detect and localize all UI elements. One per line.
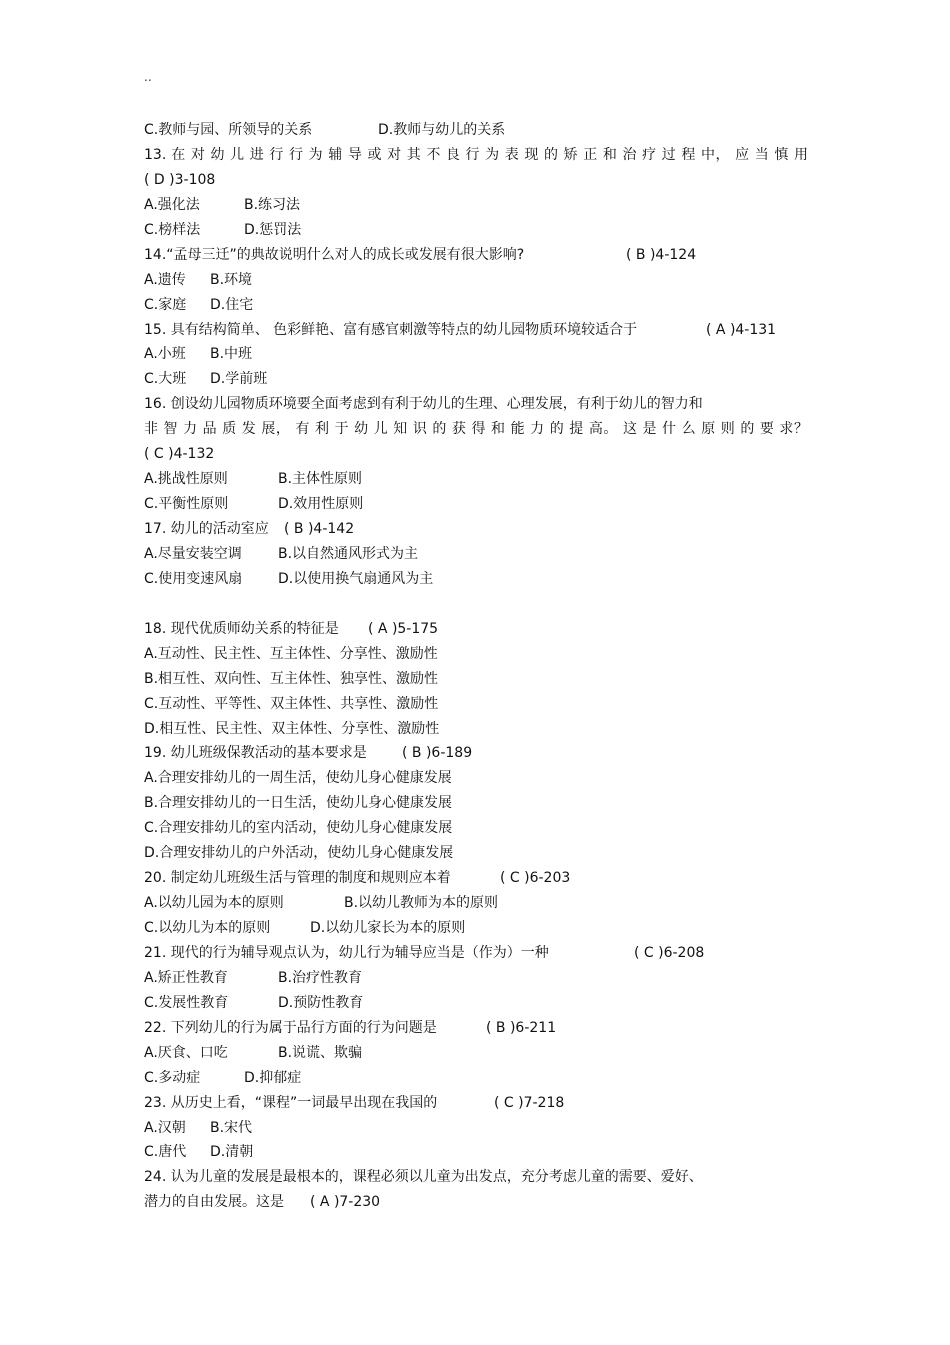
option-b: B.练习法 bbox=[244, 196, 301, 213]
option-a: A.挑战性原则 bbox=[144, 471, 228, 488]
answer: ( B )6-211 bbox=[486, 1019, 557, 1036]
option-line bbox=[144, 1116, 808, 1141]
option-b: B.以自然通风形式为主 bbox=[278, 545, 419, 562]
question-16: 16. 创设幼儿园物质环境要全面考虑到有利于幼儿的生理、心理发展，有利于幼儿的智力和 bbox=[144, 396, 703, 413]
option-a: A.以幼儿园为本的原则 bbox=[144, 895, 284, 912]
option-line bbox=[144, 293, 808, 318]
answer: ( C )7-218 bbox=[494, 1094, 565, 1111]
option-line bbox=[144, 467, 808, 492]
option-b: B.合理安排幼儿的一日生活，使幼儿身心健康发展 bbox=[144, 795, 453, 812]
option-a: A.尽量安装空调 bbox=[144, 545, 242, 562]
option-line bbox=[144, 193, 808, 218]
option-line bbox=[144, 991, 808, 1016]
option-c: C.大班 bbox=[144, 371, 187, 388]
option-d: D.以幼儿家长为本的原则 bbox=[310, 920, 466, 936]
answer: ( C )6-208 bbox=[634, 944, 705, 961]
option-c: C.互动性、平等性、双主体性、共享性、激励性 bbox=[144, 695, 439, 712]
option-c: C.发展性教育 bbox=[144, 994, 229, 1011]
option-line bbox=[144, 1041, 808, 1066]
option-line bbox=[144, 966, 808, 991]
option-c: C.使用变速风扇 bbox=[144, 570, 243, 587]
option-b: B.相互性、双向性、互主体性、独享性、激励性 bbox=[144, 670, 439, 687]
option-a: A.合理安排幼儿的一周生活，使幼儿身心健康发展 bbox=[144, 770, 452, 787]
option-line bbox=[144, 367, 808, 392]
question-21 bbox=[144, 941, 808, 966]
blank-line bbox=[144, 592, 808, 617]
answer: ( B )4-124 bbox=[626, 246, 697, 263]
option-d: D.相互性、民主性、双主体性、分享性、激励性 bbox=[144, 720, 440, 737]
option-line bbox=[144, 218, 808, 243]
option-line bbox=[144, 492, 808, 517]
question-text: 19. 幼儿班级保教活动的基本要求是 bbox=[144, 745, 367, 762]
question-text: 21. 现代的行为辅导观点认为，幼儿行为辅导应当是（作为）一种 bbox=[144, 944, 549, 961]
option-d: D.以使用换气扇通风为主 bbox=[278, 570, 434, 587]
question-17 bbox=[144, 517, 808, 542]
option-c: C.教师与园、所领导的关系 bbox=[144, 122, 313, 138]
option-c: C.以幼儿为本的原则 bbox=[144, 920, 271, 936]
answer: ( B )6-189 bbox=[402, 745, 473, 762]
option-a: A.小班 bbox=[144, 346, 186, 363]
question-text: 潜力的自由发展。这是 bbox=[144, 1194, 284, 1211]
answer: ( A )7-230 bbox=[310, 1194, 381, 1211]
option-c: C.家庭 bbox=[144, 296, 187, 313]
question-22 bbox=[144, 1016, 808, 1041]
question-13: 13. 在 对 幼 儿 进 行 行 为 辅 导 或 对 其 不 良 行 为 表 现 的 矫 正 和 治 疗 过 程 中， 应 当 慎 用 bbox=[144, 146, 808, 163]
option-line bbox=[144, 268, 808, 293]
header-mark: .. bbox=[144, 70, 152, 84]
option-d: D.住宅 bbox=[210, 296, 254, 313]
option-line bbox=[144, 542, 808, 567]
question-18 bbox=[144, 617, 808, 642]
option-b: B.说谎、欺骗 bbox=[278, 1044, 363, 1061]
option-a: A.矫正性教育 bbox=[144, 969, 228, 986]
option-d: D.合理安排幼儿的户外活动，使幼儿身心健康发展 bbox=[144, 845, 454, 862]
option-b: B.治疗性教育 bbox=[278, 969, 363, 986]
option-line bbox=[144, 1066, 808, 1091]
question-text: 20. 制定幼儿班级生活与管理的制度和规则应本着 bbox=[144, 870, 451, 887]
option-c: C.平衡性原则 bbox=[144, 496, 229, 513]
question-text: 22. 下列幼儿的行为属于品行方面的行为问题是 bbox=[144, 1019, 437, 1036]
option-c: C.合理安排幼儿的室内活动，使幼儿身心健康发展 bbox=[144, 820, 453, 837]
option-d: D.预防性教育 bbox=[278, 994, 364, 1011]
option-a: A.汉朝 bbox=[144, 1119, 186, 1136]
option-d: D.惩罚法 bbox=[244, 221, 302, 238]
answer-16: ( C )4-132 bbox=[144, 446, 215, 463]
question-text: 17. 幼儿的活动室应 bbox=[144, 521, 269, 537]
question-20 bbox=[144, 866, 808, 891]
answer: ( A )4-131 bbox=[706, 321, 777, 338]
question-text: 14.“孟母三迁”的典故说明什么对人的成长或发展有很大影响? bbox=[144, 246, 525, 263]
option-line bbox=[144, 118, 808, 143]
option-b: B.环境 bbox=[210, 271, 253, 288]
option-a: A.厌食、口吃 bbox=[144, 1044, 228, 1061]
option-b: B.中班 bbox=[210, 346, 253, 363]
option-b: B.以幼儿教师为本的原则 bbox=[344, 895, 499, 912]
question-16-cont: 非 智 力 品 质 发 展， 有 利 于 幼 儿 知 识 的 获 得 和 能 力 的 提 高。 这 是 什 么 原 则 的 要 求？ bbox=[144, 421, 808, 438]
question-24: 24. 认为儿童的发展是最根本的，课程必须以儿童为出发点，充分考虑儿童的需要、爱好、 bbox=[144, 1169, 703, 1186]
answer: ( C )6-203 bbox=[500, 870, 571, 887]
option-line bbox=[144, 891, 808, 916]
option-c: C.多动症 bbox=[144, 1069, 201, 1086]
option-a: A.遗传 bbox=[144, 271, 186, 288]
option-line bbox=[144, 916, 808, 941]
option-d: D.抑郁症 bbox=[244, 1069, 302, 1086]
answer-13: ( D )3-108 bbox=[144, 171, 216, 188]
question-15 bbox=[144, 318, 808, 343]
option-d: D.学前班 bbox=[210, 371, 268, 388]
option-a: A.互动性、民主性、互主体性、分享性、激励性 bbox=[144, 645, 438, 662]
question-list bbox=[144, 118, 808, 1215]
option-c: C.唐代 bbox=[144, 1144, 187, 1161]
option-line bbox=[144, 567, 808, 592]
answer: ( B )4-142 bbox=[284, 521, 355, 537]
question-23 bbox=[144, 1091, 808, 1116]
question-text: 15. 具有结构简单、 色彩鲜艳、富有感官刺激等特点的幼儿园物质环境较适合于 bbox=[144, 321, 638, 338]
option-d: D.清朝 bbox=[210, 1144, 254, 1161]
question-text: 18. 现代优质师幼关系的特征是 bbox=[144, 620, 339, 637]
option-line bbox=[144, 342, 808, 367]
answer: ( A )5-175 bbox=[368, 620, 439, 637]
question-24-cont bbox=[144, 1190, 808, 1215]
question-text: 23. 从历史上看，“课程”一词最早出现在我国的 bbox=[144, 1094, 438, 1111]
option-b: B.宋代 bbox=[210, 1119, 253, 1136]
question-14 bbox=[144, 243, 808, 268]
option-line bbox=[144, 1140, 808, 1165]
option-d: D.教师与幼儿的关系 bbox=[378, 122, 506, 138]
option-d: D.效用性原则 bbox=[278, 496, 364, 513]
question-19 bbox=[144, 741, 808, 766]
option-a: A.强化法 bbox=[144, 196, 200, 213]
option-c: C.榜样法 bbox=[144, 221, 201, 238]
option-b: B.主体性原则 bbox=[278, 471, 363, 488]
